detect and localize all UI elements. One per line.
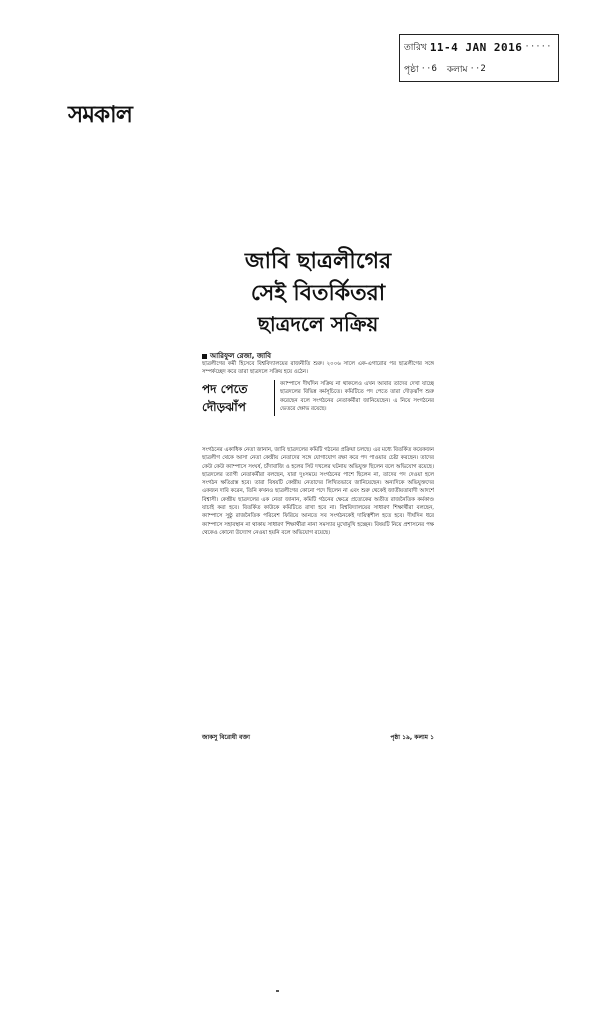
- continued-marker: পৃষ্ঠা ১৯, কলাম ১: [390, 734, 434, 741]
- headline-line-2: সেই বিতর্কিতরা: [250, 280, 386, 306]
- stamp-dots: ·····: [524, 42, 552, 52]
- article-side-text: ক্যাম্পাসে দীর্ঘদিন সক্রিয় না থাকলেও এখন আবার তাদের দেখা যাচ্ছে ছাত্রদলের বিভিন্ন কর্মসূচিতে। কমিটিতে পদ পেতে তারা দৌড়ঝাঁপ শুরু করেছেন বলে সংগঠনের নেতাকর্মীরা জানিয়েছেন। এ নিয়ে সংগঠনের ভেতরে ক্ষোভ রয়েছে।: [280, 381, 434, 412]
- headline-line-3: ছাত্রদলে সক্রিয়: [257, 312, 379, 336]
- stamp-column-value: 2: [480, 64, 486, 74]
- article-body: সংগঠনের একাধিক নেতা জানান, জাবি ছাত্রদলের কমিটি গঠনের প্রক্রিয়া চলছে। এর মধ্যে বিতর্কিত কয়েকজন ছাত্রলীগ থেকে আসা নেতা কেন্দ্রীয় নেতাদের সঙ্গে যোগাযোগ রক্ষা করে পদ পাওয়ার চেষ্টা করছেন। তাদের কেউ কেউ ক্যাম্পাসে সংঘর্ষ, চাঁদাবাজি ও হলের সিট দখলের ঘটনায় অভিযুক্ত ছিলেন বলে অভিযোগ রয়েছে। ছাত্রদলের ত্যাগী নেতাকর্মীরা বলছেন, যারা দুঃসময়ে সংগঠনের পাশে ছিলেন না, তাদের পদ দেওয়া হলে সংগঠন ক্ষতিগ্রস্ত হবে। তারা বিষয়টি কেন্দ্রীয় নেতাদের লিখিতভাবে জানিয়েছেন। অন্যদিকে অভিযুক্তদের একজন দাবি করেন, তিনি কখনও ছাত্রলীগের কোনো পদে ছিলেন না এবং শুরু থেকেই জাতীয়তাবাদী আদর্শে বিশ্বাসী। কেন্দ্রীয় ছাত্রদলের এক নেতা জানান, কমিটি গঠনের ক্ষেত্রে প্রত্যেকের অতীত রাজনৈতিক কর্মকাণ্ড যাচাই করা হবে। বিতর্কিত কাউকে কমিটিতে রাখা হবে না। বিশ্ববিদ্যালয়ের সাধারণ শিক্ষার্থীরা বলছেন, ক্যাম্পাসে সুষ্ঠু রাজনৈতিক পরিবেশ ফিরিয়ে আনতে সব সংগঠনকেই দায়িত্বশীল হতে হবে। দীর্ঘদিন ধরে ক্যাম্পাসে সহাবস্থান না থাকায় সাধারণ শিক্ষার্থীরা নানা সমস্যার মুখোমুখি হচ্ছেন। বিষয়টি নিয়ে প্রশাসনের পক্ষ থেকেও কোনো উদ্যোগ নেওয়া হয়নি বলে অভিযোগ রয়েছে।: [202, 447, 434, 536]
- headline-line-1: জাবি ছাত্রলীগের: [244, 248, 392, 274]
- newspaper-name: সমকাল: [68, 101, 132, 128]
- article-footer: [202, 732, 434, 743]
- news-clipping: [198, 242, 438, 747]
- stamp-date-value: 11-4 JAN 2016: [429, 40, 523, 54]
- stamp-page-line: [404, 61, 554, 77]
- stamp-column-label: কলাম: [446, 64, 468, 75]
- sidebar-heading: পদ পেতে দৌড়ঝাঁপ: [202, 380, 275, 416]
- byline-text: আরিফুল রেজা, জাবি: [210, 352, 272, 360]
- scan-speck: [276, 990, 279, 992]
- stamp-dots: ··: [469, 64, 481, 74]
- stamp-page-value: 6: [431, 64, 437, 74]
- stamp-dots: ··: [420, 64, 432, 74]
- stamp-date-line: [404, 39, 554, 55]
- stamp-date-label: তারিখ: [404, 42, 427, 53]
- article-intro: ছাত্রলীগের কর্মী হিসেবে বিশ্ববিদ্যালয়ের রাজনীতি শুরু। ২০০৬ সালে এক-এগারোর পর ছাত্রলীগের সঙ্গে সম্পর্কচ্ছেদ করে তারা ছাত্রদলে সক্রিয় হয়ে ওঠেন।: [202, 361, 434, 376]
- bullet-icon: [202, 354, 207, 359]
- footer-left: জাকসু বিরোধী বক্তা: [202, 734, 250, 741]
- date-stamp: [399, 34, 559, 82]
- stamp-page-label: পৃষ্ঠা: [404, 64, 419, 75]
